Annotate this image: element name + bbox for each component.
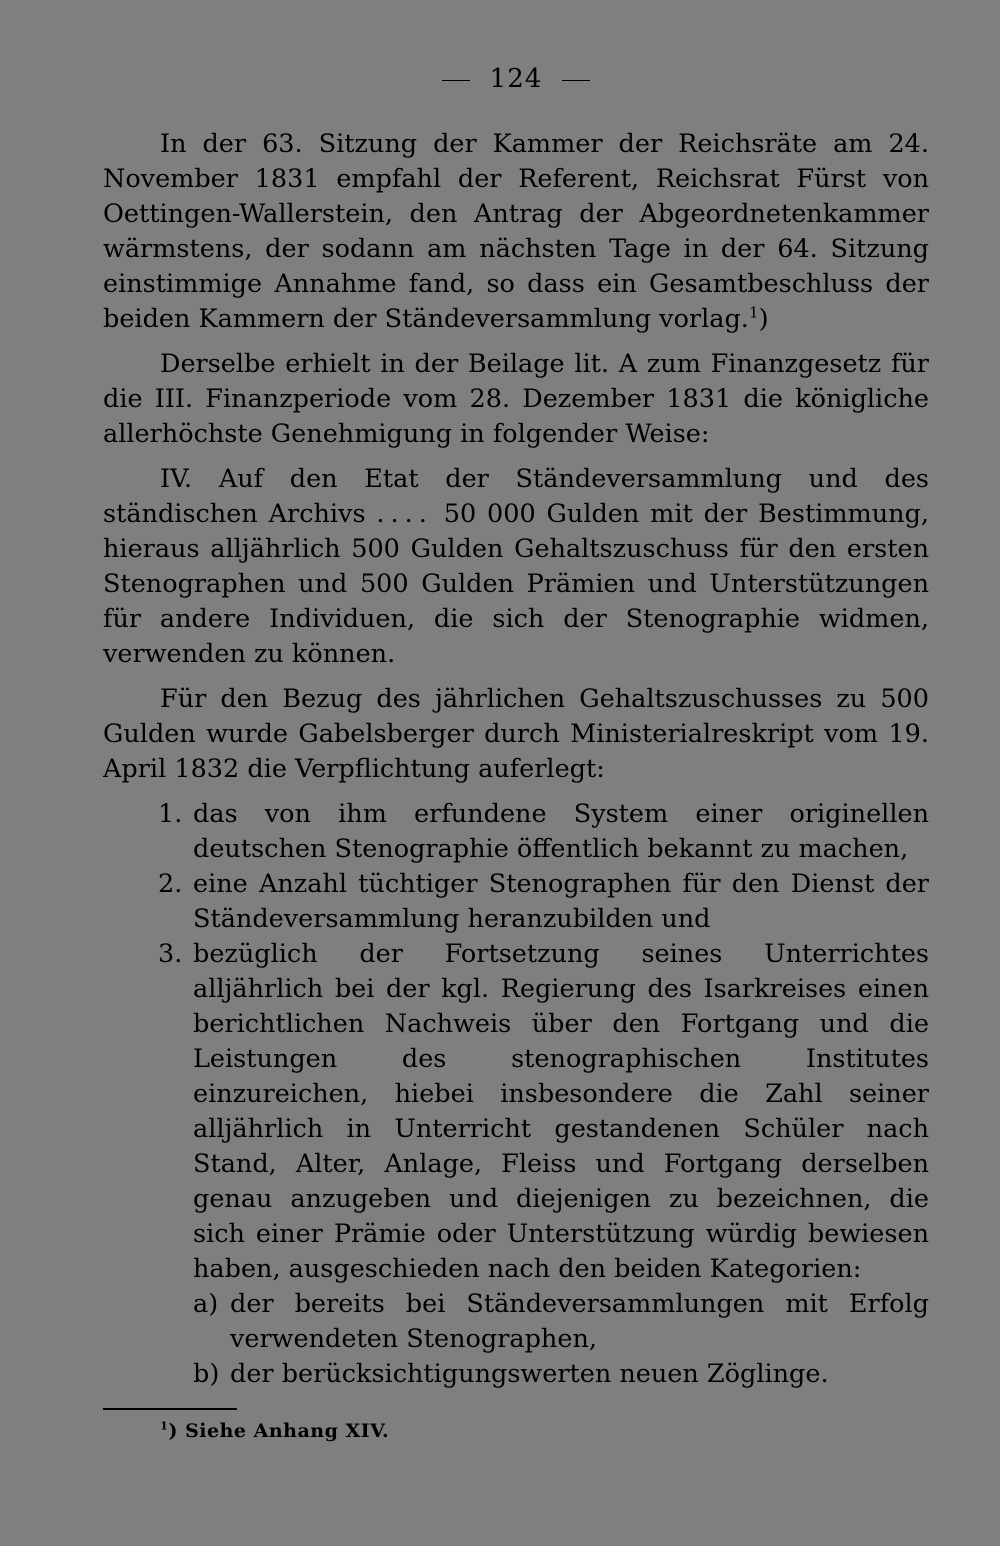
sublist-item-text: der bereits bei Ständeversammlungen mit Erfolg verwendeten Stenographen, xyxy=(230,1289,929,1354)
body-text xyxy=(103,127,929,1392)
paragraph-2: Derselbe erhielt in der Beilage lit. A zum Finanzgesetz für die III. Finanzperiode vom 28. Dezember 1831 die königliche allerhöchste Genehmigung in folgender Weise: xyxy=(103,349,929,449)
sublist-item-letter: a) xyxy=(193,1289,219,1319)
footnote-text: Siehe Anhang XIV. xyxy=(185,1420,390,1442)
sublist-item-letter: b) xyxy=(193,1359,220,1389)
sublist-item xyxy=(193,1357,929,1392)
header-dash-left xyxy=(442,80,470,81)
footnote-mark-paren: ) xyxy=(168,1420,178,1442)
sublist-item xyxy=(193,1287,929,1357)
paragraph-1 xyxy=(103,127,929,337)
list-item xyxy=(103,867,929,937)
book-page xyxy=(103,62,929,1522)
paragraph-3 xyxy=(103,462,929,672)
paragraph-4: Für den Bezug des jährlichen Gehaltszuschusses zu 500 Gulden wurde Gabelsberger durch Ministerialreskript vom 19. April 1832 die Verpflichtung auferlegt: xyxy=(103,684,929,784)
page-header xyxy=(103,64,929,94)
paragraph-3-start: IV. Auf den Etat der Ständeversammlung und des ständischen Archivs xyxy=(103,464,929,529)
categories-sublist xyxy=(193,1287,929,1392)
list-item xyxy=(103,797,929,867)
footnote-mark: 1 xyxy=(160,1418,169,1433)
footnote xyxy=(160,1420,389,1442)
paragraph-3-end: 50 000 Gulden mit der Bestimmung, hieraus alljährlich 500 Gulden Gehaltszuschuss für den ersten Stenographen und 500 Gulden Prämien und Unterstützungen für andere Individuen, die sich der Stenographie widmen, verwenden zu können. xyxy=(103,499,930,669)
footnote-divider xyxy=(103,1408,237,1410)
list-item-number: 1. xyxy=(158,799,183,829)
obligations-list xyxy=(103,797,929,1392)
paragraph-3-dots: .... xyxy=(376,499,433,529)
footnote-reference-paren: ) xyxy=(758,304,769,334)
list-item-number: 2. xyxy=(158,869,183,899)
footnote-reference: 1 xyxy=(748,303,759,322)
page-number: 124 xyxy=(489,64,543,94)
header-dash-right xyxy=(562,80,590,81)
sublist-item-text: der berücksichtigungswerten neuen Zöglinge. xyxy=(230,1359,829,1389)
list-item xyxy=(103,937,929,1392)
list-item-text: das von ihm erfundene System einer originellen deutschen Stenographie öffentlich bekannt zu machen, xyxy=(193,799,929,864)
paragraph-1-text: In der 63. Sitzung der Kammer der Reichsräte am 24. November 1831 empfahl der Referent, Reichsrat Fürst von Oettingen-Wallerstein, den Antrag der Abgeordnetenkammer wärmstens, der sodann am nächsten Tage in der 64. Sitzung einstimmige Annahme fand, so dass ein Gesamtbeschluss der beiden Kammern der Ständeversammlung vorlag. xyxy=(103,129,929,334)
list-item-text: eine Anzahl tüchtiger Stenographen für den Dienst der Ständeversammlung heranzubilden und xyxy=(193,869,929,934)
list-item-number: 3. xyxy=(158,939,183,969)
list-item-text: bezüglich der Fortsetzung seines Unterrichtes alljährlich bei der kgl. Regierung des Isarkreises einen berichtlichen Nachweis über den Fortgang und die Leistungen des stenographischen Institutes einzureichen, hiebei insbesondere die Zahl seiner alljährlich in Unterricht gestandenen Schüler nach Stand, Alter, Anlage, Fleiss und Fortgang derselben genau anzugeben und diejenigen zu bezeichnen, die sich einer Prämie oder Unterstützung würdig bewiesen haben, ausgeschieden nach den beiden Kategorien: xyxy=(193,939,929,1284)
